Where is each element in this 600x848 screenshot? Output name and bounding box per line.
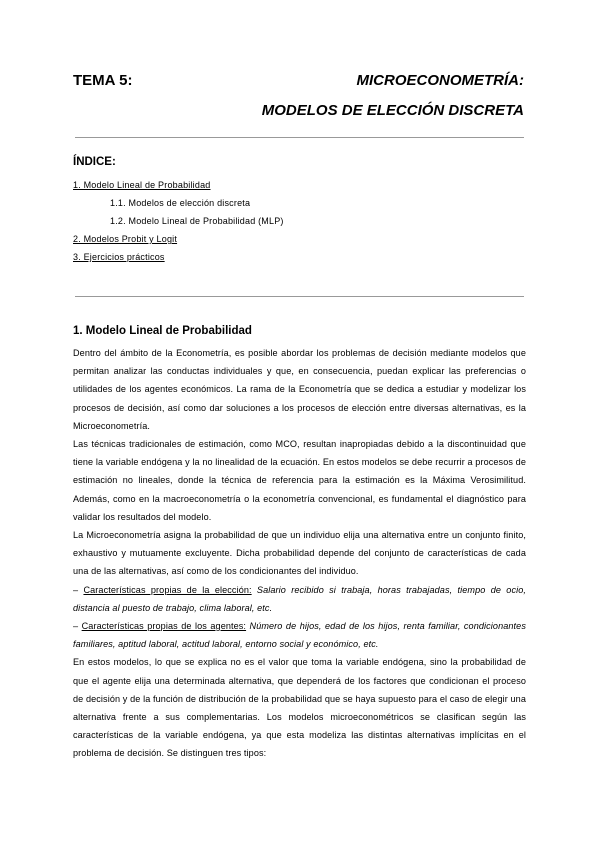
paragraph-1: Dentro del ámbito de la Econometría, es posible abordar los problemas de decisión mediante modelos que permitan analizar las conductas individuales y que, en consecuencia, puedan explicar las preferencias o utilidades de los agentes económicos. La rama de la Econometría que se dedica a estudiar y modelizar los procesos de decisión, así como dar soluciones a los procesos de elección entre diversas alternativas, es la Microeconometría. [73, 348, 526, 431]
toc-item-1[interactable]: 1. Modelo Lineal de Probabilidad [73, 180, 211, 190]
toc-item-1-1: 1.1. Modelos de elección discreta [110, 198, 251, 208]
paragraph-3: La Microeconometría asigna la probabilidad de que un individuo elija una alternativa entre un conjunto finito, exhaustivo y mutuamente excluyente. Dicha probabilidad depende del conjunto de características de cada una de las alternativas, así como de los condicionantes del individuo. [73, 530, 526, 577]
bullet-text: Salario recibido si trabaja, horas trabajadas, tiempo de ocio, distancia al puesto de trabajo, clima laboral, etc. [73, 584, 526, 613]
divider-top [75, 137, 524, 138]
bullet-dash: – [73, 621, 82, 632]
title-line-2: MODELOS DE ELECCIÓN DISCRETA [261, 102, 524, 119]
paragraph-4: En estos modelos, lo que se explica no es el valor que toma la variable endógena, sino la probabilidad de que el agente elija una determinada alternativa, que dependerá de los factores que condicionan el proceso de decisión y de la función de distribución de la probabilidad que se haya supuesto para el caso de elegir una alternativa frente a sus complementarias. Los modelos microeconométricos se clasifican según las características de la variable endógena, ya que esta modeliza las distintas alternativas implícitas en el problema de decisión. Se distinguen tres tipos: [73, 657, 526, 759]
bullet-agent-characteristics [73, 617, 526, 653]
bullet-choice-characteristics [73, 581, 526, 617]
toc-item-1-2: 1.2. Modelo Lineal de Probabilidad (MLP) [110, 216, 284, 226]
bullet-label: Características propias de los agentes: [81, 621, 247, 632]
bullet-dash: – [73, 584, 84, 595]
toc-item-3[interactable]: 3. Ejercicios prácticos [73, 252, 165, 262]
bullet-text: Número de hijos, edad de los hijos, renta familiar, condicionantes familiares, aptitud laboral, actitud laboral, entorno social y económico, etc. [73, 621, 526, 650]
title-line-1: MICROECONOMETRÍA: [356, 72, 524, 89]
section-body [73, 344, 526, 763]
toc-item-2[interactable]: 2. Modelos Probit y Logit [73, 234, 178, 244]
index-heading: ÍNDICE: [73, 156, 116, 168]
bullet-label: Características propias de la elección: [83, 584, 252, 595]
tema-label: TEMA 5: [73, 72, 133, 89]
divider-bottom [75, 296, 524, 297]
section-title: 1. Modelo Lineal de Probabilidad [73, 325, 252, 337]
paragraph-2: Las técnicas tradicionales de estimación, como MCO, resultan inapropiadas debido a la discontinuidad que tiene la variable endógena y la no linealidad de la ecuación. En estos modelos se debe recurrir a procesos de estimación no lineales, donde la técnica de referencia para la estimación es la Máxima Verosimilitud. Además, como en la macroeconometría o la econometría convencional, es fundamental el diagnóstico para validar los resultados del modelo. [73, 439, 526, 522]
